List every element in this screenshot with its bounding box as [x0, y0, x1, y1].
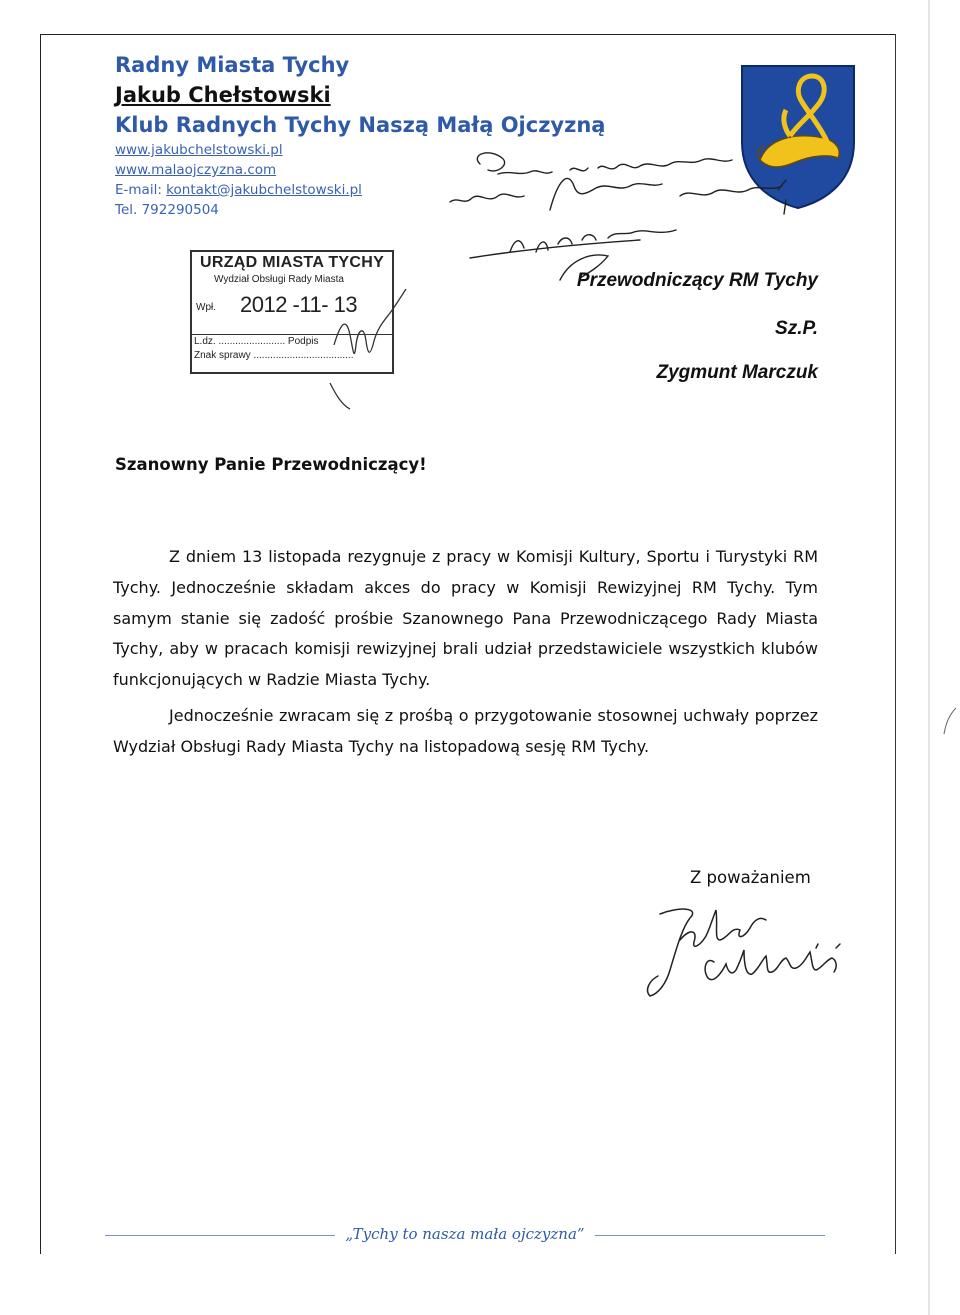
salutation: Szanowny Panie Przewodniczący! — [115, 455, 427, 474]
email-label: E-mail: — [115, 182, 167, 198]
stamp-office: URZĄD MIASTA TYCHY — [200, 254, 385, 271]
stamp-received-label: Wpł. — [196, 302, 216, 313]
website-link-2[interactable]: www.malaojczyzna.com — [115, 162, 277, 178]
email-link[interactable]: kontakt@jakubchelstowski.pl — [166, 182, 362, 198]
recipient-block — [577, 270, 818, 384]
paragraph-1: Z dniem 13 listopada rezygnuje z pracy w Komisji Kultury, Sportu i Turystyki RM Tychy. Jednocześnie składam akces do pracy w Komisji Rewizyjnej RM Tychy. Tym samym stanie się zadość prośbie Szanownego Pana Przewodniczącego Rady Miasta Tychy, aby w pracach komisji rewizyjnej brali udział przedstawiciele wszystkich klubów funkcjonujących w Radzie Miasta Tychy. — [113, 547, 818, 690]
page-edge — [928, 0, 930, 1315]
website-link-1[interactable]: www.jakubchelstowski.pl — [115, 142, 283, 158]
author-signature — [640, 900, 850, 1000]
letterhead-club: Klub Radnych Tychy Naszą Małą Ojczyzną — [115, 113, 606, 137]
phone-line: Tel. 792290504 — [115, 202, 219, 218]
closing: Z poważaniem — [690, 868, 811, 887]
letter-frame-right — [895, 34, 896, 1254]
stamp-department: Wydział Obsługi Rady Miasta — [214, 274, 344, 285]
stamp-ldz-line: L.dz. ........................ Podpis — [194, 336, 319, 347]
footer-motto: „Tychy to nasza mała ojczyzna” — [345, 1225, 585, 1243]
letterhead-name: Jakub Chełstowski — [115, 83, 331, 107]
stamp-received-date: 2012 -11- 13 — [240, 292, 358, 317]
paragraph-2: Jednocześnie zwracam się z prośbą o przygotowanie stosownej uchwały poprzez Wydział Obsługi Rady Miasta Tychy na listopadową sesję RM Tychy. — [113, 705, 818, 756]
letter-body — [113, 542, 818, 763]
recipient-honorific: Sz.P. — [775, 318, 818, 339]
footer-rule-right — [595, 1235, 825, 1236]
recipient-position: Przewodniczący RM Tychy — [576, 270, 818, 291]
letterhead-title: Radny Miasta Tychy — [115, 53, 350, 77]
letter-frame-left — [40, 34, 41, 1254]
stamp-signature-scribble — [320, 285, 410, 415]
margin-mark — [942, 706, 958, 736]
footer-rule-left — [105, 1235, 335, 1236]
stamp-case-line: Znak sprawy .................................... — [194, 350, 354, 361]
letter-frame-top — [40, 34, 896, 35]
recipient-name: Zygmunt Marczuk — [656, 362, 818, 383]
